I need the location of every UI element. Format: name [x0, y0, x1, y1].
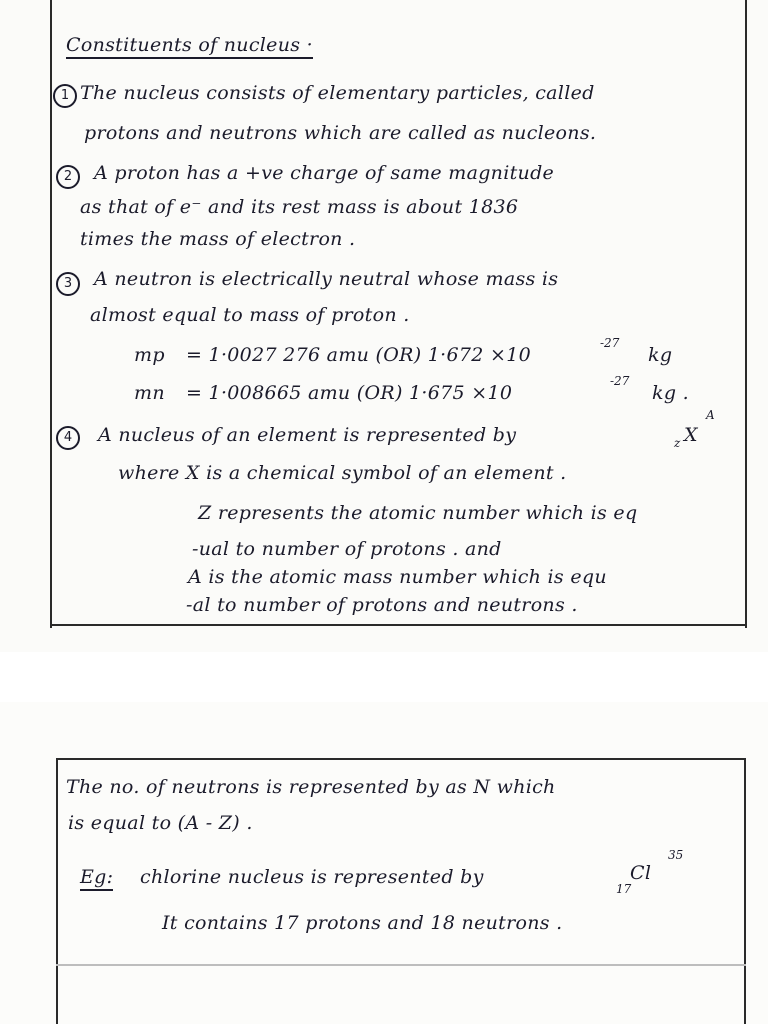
chlorine-symbol: Cl: [630, 862, 652, 884]
notebook-page-bottom: [0, 702, 768, 1024]
proton-mass-unit: kg: [648, 344, 673, 366]
point-4-line-1: A nucleus of an element is represented by: [98, 424, 517, 446]
point-number-3: 3: [56, 272, 80, 296]
example-text: chlorine nucleus is represented by: [140, 866, 484, 888]
right-margin-line-2: [744, 758, 746, 1024]
neutron-mass-exponent: -27: [610, 374, 630, 388]
nuclide-superscript-a: A: [706, 408, 715, 422]
example-label: [80, 866, 113, 888]
nuclide-subscript-z: z: [674, 436, 681, 450]
point-4-line-2: where X is a chemical symbol of an element .: [118, 462, 567, 484]
page-title: [66, 34, 313, 56]
top-rule-line: [56, 758, 746, 760]
neutron-mass-unit: kg .: [652, 382, 689, 404]
point-4-line-5: A is the atomic mass number which is equ: [188, 566, 607, 588]
nuclide-symbol-x: X: [684, 424, 698, 446]
point-2-line-3: times the mass of electron .: [80, 228, 356, 250]
point-2-line-1: A proton has a +ve charge of same magnitude: [94, 162, 555, 184]
proton-mass-exponent: -27: [600, 336, 620, 350]
point-4-line-6: -al to number of protons and neutrons .: [186, 594, 578, 616]
point-2-line-2: as that of e⁻ and its rest mass is about 1836: [80, 196, 519, 218]
point-number-2: 2: [56, 165, 80, 189]
example-label-text: Eg:: [80, 866, 113, 891]
title-text: Constituents of nucleus ·: [66, 34, 313, 59]
point-3-line-2: almost equal to mass of proton .: [90, 304, 410, 326]
proton-mass-value: = 1·0027 276 amu (OR) 1·672 ×10: [186, 344, 531, 366]
point-number-4: 4: [56, 426, 80, 450]
right-margin-line: [745, 0, 747, 628]
neutron-mass-label: mn: [134, 382, 165, 404]
chlorine-atomic-number: 17: [616, 882, 632, 896]
left-margin-line-2: [56, 758, 58, 1024]
neutron-mass-value: = 1·008665 amu (OR) 1·675 ×10: [186, 382, 513, 404]
neutron-count-line-1: The no. of neutrons is represented by as N which: [66, 776, 556, 798]
chlorine-contents-line: It contains 17 protons and 18 neutrons .: [162, 912, 563, 934]
chlorine-mass-number: 35: [668, 848, 684, 862]
page-gap: [0, 652, 768, 702]
point-3-line-1: A neutron is electrically neutral whose mass is: [94, 268, 559, 290]
proton-mass-label: mp: [134, 344, 165, 366]
left-margin-line: [50, 0, 52, 628]
point-1-line-2: protons and neutrons which are called as nucleons.: [84, 122, 597, 144]
neutron-count-line-2: is equal to (A - Z) .: [68, 812, 253, 834]
faint-lower-line: [56, 964, 746, 966]
bottom-rule-line: [50, 624, 747, 626]
point-1-line-1: The nucleus consists of elementary particles, called: [80, 82, 595, 104]
point-number-1: 1: [53, 84, 77, 108]
point-4-line-3: Z represents the atomic number which is eq: [198, 502, 638, 524]
point-4-line-4: -ual to number of protons . and: [192, 538, 502, 560]
